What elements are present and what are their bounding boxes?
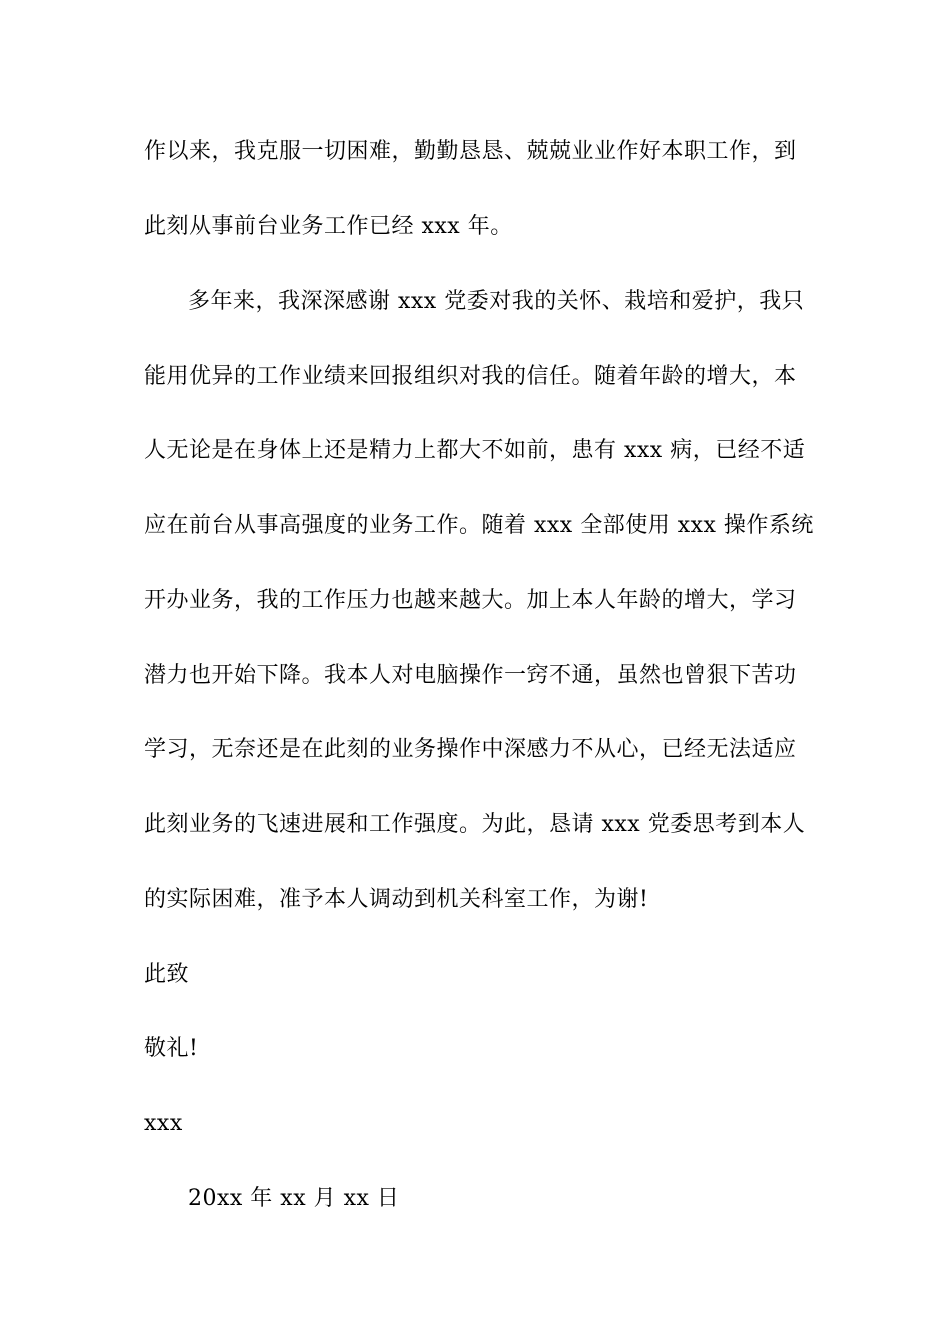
closing-salutation: 此致 [144,962,190,987]
paragraph-line: 的实际困难，准予本人调动到机关科室工作，为谢! [144,887,649,912]
closing-regards: 敬礼! [144,1036,199,1061]
signature: xxx [144,1111,183,1136]
paragraph-line: 多年来，我深深感谢 xxx 党委对我的关怀、栽培和爱护，我只 [188,289,805,314]
paragraph-line: 能用优异的工作业绩来回报组织对我的信任。随着年龄的增大，本 [144,364,797,389]
paragraph-line: 潜力也开始下降。我本人对电脑操作一窍不通，虽然也曾狠下苦功 [144,663,797,688]
date: 20xx 年 xx 月 xx 日 [188,1186,400,1211]
paragraph-line: 作以来，我克服一切困难，勤勤恳恳、兢兢业业作好本职工作，到 [144,139,797,164]
paragraph-line: 学习，无奈还是在此刻的业务操作中深感力不从心，已经无法适应 [144,737,797,762]
paragraph-line: 此刻从事前台业务工作已经 xxx 年。 [144,214,513,239]
paragraph-line: 此刻业务的飞速进展和工作强度。为此，恳请 xxx 党委思考到本人 [144,812,806,837]
paragraph-line: 开办业务，我的工作压力也越来越大。加上本人年龄的增大，学习 [144,588,797,613]
paragraph-line: 应在前台从事高强度的业务工作。随着 xxx 全部使用 xxx 操作系统 [144,513,814,538]
paragraph-line: 人无论是在身体上还是精力上都大不如前，患有 xxx 病，已经不适 [144,438,806,463]
